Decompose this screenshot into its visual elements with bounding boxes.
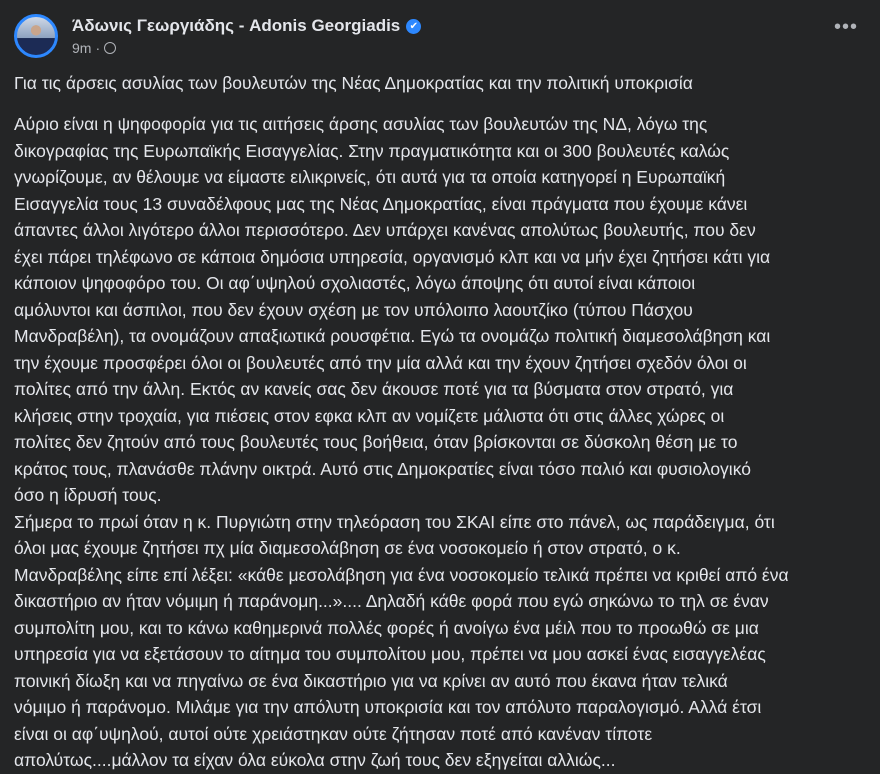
post-text-line: όσο η ίδρυσή τους. (14, 485, 162, 505)
post-text-line: Εισαγγελία τους 13 συναδέλφους μας της Νέας Δημοκρατίας, είναι πράγματα που έχουμε κάνει (14, 193, 748, 214)
post-text-line: την έχουμε προσφέρει όλοι οι βουλευτές από την μία αλλά και την έχουν ζητήσει σχεδόν όλοι οι (14, 352, 747, 373)
post-text-line: δικογραφίας της Ευρωπαϊκής Εισαγγελίας. Στην πραγματικότητα και οι 300 βουλευτές καλώς (14, 140, 730, 161)
post-text-line: Μανδραβέλη), τα ονομάζουν απαξιωτικά ρουσφέτια. Εγώ τα ονομάζω πολιτική διαμεσολάβηση και (14, 326, 771, 346)
post-text-line: όλοι μας έχουμε ζητήσει πχ μία διαμεσολάβηση σε ένα νοσοκομείο ή στον στρατό, ο κ. (14, 538, 681, 558)
post-text-line: νόμιμο ή παράνομο. Μιλάμε για την απόλυτη υποκρισία και τον απόλυτο παραλογισμό. Αλλά έτσι (14, 697, 762, 717)
post-text-line: κάποιον ψηφοφόρο του. Οι αφ΄υψηλού σχολιαστές, λόγω άποψης ότι αυτοί είναι κάποιοι (14, 273, 696, 293)
post-text-line: απολύτως....μάλλον τα είχαν όλα εύκολα στην ζωή τους δεν εξηγείται αλλιώς... (14, 750, 616, 770)
post-text-line: έχει πάρει τηλέφωνο σε κάποια δημόσια υπηρεσία, οργανισμό κλπ και να μήν έχει ζητήσει κάτι για (14, 246, 771, 267)
post-text-line: Σήμερα το πρωί όταν η κ. Πυργιώτη στην τηλεόραση του ΣΚΑΙ είπε στο πάνελ, ως παράδειγμα, ότι (14, 511, 775, 532)
post-timestamp[interactable]: 9m (72, 40, 92, 56)
post-text-line: υπηρεσία για να εξετάσουν το αίτημα του συμπολίτου μου, πρέπει να μου ασκεί ένας εισαγγελέας (14, 644, 766, 664)
post-text-line: αμόλυντοι και άσπιλοι, που δεν έχουν σχέση με τον υπόλοιπο λαουτζίκο (τύπου Πάσχου (14, 299, 693, 320)
post-text-line: πολίτες από την άλλη. Εκτός αν κανείς σας δεν άκουσε ποτέ για τα βύσματα στον στρατό, για (14, 379, 734, 399)
post-text-line: Αύριο είναι η ψηφοφορία για τις αιτήσεις άρσης ασυλίας των βουλευτών της ΝΔ, λόγω της (14, 114, 708, 134)
separator-dot: · (95, 40, 101, 56)
more-options-icon[interactable]: ••• (833, 16, 858, 38)
post-text-line: δικαστήριο αν ήταν νόμιμη ή παράνομη...».... Δηλαδή κάθε φορά που εγώ σηκώνω το τηλ σε έναν (14, 591, 769, 611)
verified-badge-icon: ✔ (406, 19, 421, 34)
post-text-line: γνωρίζουμε, αν θέλουμε να είμαστε ειλικρινείς, ότι αυτά για τα οποία κατηγορεί η Ευρωπαϊκή (14, 167, 726, 187)
globe-icon (104, 42, 116, 54)
post-text-line: ποινική δίωξη και να πηγαίνω σε ένα δικαστήριο για να κρίνει αν αυτό που έκανα ήταν τελικά (14, 670, 728, 691)
author-row (72, 16, 421, 36)
post-subline (72, 40, 421, 56)
post-title: Για τις άρσεις ασυλίας των βουλευτών της Νέας Δημοκρατίας και την πολιτική υποκρισία (14, 73, 693, 93)
author-avatar[interactable] (14, 14, 58, 58)
post-text-line: κλήσεις στην τροχαία, για πιέσεις στον εφκα κλπ αν νομίζετε μάλιστα ότι στις άλλες χώρες οι (14, 405, 725, 426)
post-header (14, 12, 421, 60)
post-text-line: Μανδραβέλης είπε επί λέξει: «κάθε μεσολάβηση για ένα νοσοκομείο τελικά πρέπει να κριθεί από ένα (14, 564, 789, 585)
post-text-line: κράτος τους, πλανάσθε πλάνην οικτρά. Αυτό στις Δημοκρατίες είναι τόσο παλιό και φυσιολογικό (14, 458, 751, 479)
author-name[interactable]: Άδωνις Γεωργιάδης - Adonis Georgiadis (72, 16, 401, 35)
post-text-line: είναι οι αφ΄υψηλού, αυτοί ούτε χρειάστηκαν ούτε ζήτησαν ποτέ από κανέναν τίποτε (14, 723, 653, 744)
post-meta (72, 16, 421, 56)
post-body (14, 111, 789, 774)
post-text-line: πολίτες δεν ζητούν από τους βουλευτές τους βοήθεια, όταν βρίσκονται σε δύσκολη θέση με το (14, 432, 738, 452)
post-text-line: συμπολίτη μου, και το κάνω καθημερινά πολλές φορές ή ανοίγω ένα μέιλ που το προωθώ σε μια (14, 617, 759, 638)
post-text-line: άπαντες άλλοι λιγότερο άλλοι περισσότερο. Δεν υπάρχει κανένας απολύτως βουλευτής, που δεν (14, 220, 756, 240)
